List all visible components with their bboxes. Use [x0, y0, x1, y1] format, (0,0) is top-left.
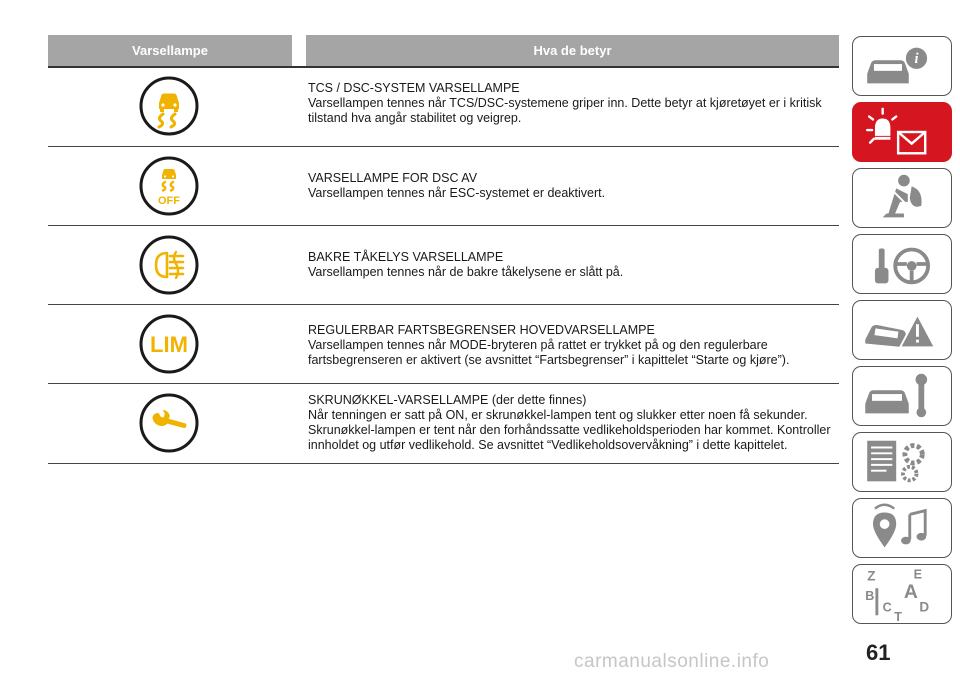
tcs-dsc-warning-icon [139, 76, 199, 136]
row-title: BAKRE TÅKELYS VARSELLAMPE [308, 250, 504, 264]
row-description: Varsellampen tennes når TCS/DSC-systemene griper inn. Dette betyr at kjøretøyet er i kritisk tilstand hva angår stabilitet og veigrep. [308, 96, 822, 125]
header-warning-light: Varsellampe [48, 35, 292, 66]
wrench-icon [139, 393, 199, 453]
row-description: Varsellampen tennes når de bakre tåkelysene er slått på. [308, 265, 624, 279]
tab-maintenance[interactable] [852, 366, 952, 426]
header-meaning: Hva de betyr [306, 35, 839, 66]
page-number: 61 [866, 640, 891, 665]
rear-fog-light-icon [139, 235, 199, 295]
tab-multimedia[interactable] [852, 498, 952, 558]
svg-text:E: E [913, 567, 922, 582]
row-description: Varsellampen tennes når MODE-bryteren på rattet er trykket på og den regulerbare fartsbegrenseren er aktivert (se avsnittet “Fartsbegrenser” i kapittelet “Starte og kjøre”). [308, 338, 790, 367]
svg-text:A: A [903, 581, 918, 603]
seat-airbag-icon [853, 169, 951, 227]
row-description: Varsellampen tennes når ESC-systemet er deaktivert. [308, 186, 606, 200]
chapter-tabs [852, 36, 954, 630]
table-row [48, 147, 839, 226]
svg-text:B: B [865, 588, 875, 603]
navigation-music-icon [853, 499, 951, 557]
table-row [48, 384, 839, 464]
table-row [48, 226, 839, 305]
speed-limiter-icon [139, 314, 199, 374]
svg-text:Z: Z [867, 568, 876, 584]
warning-light-message-icon [853, 103, 951, 161]
row-description: Når tenningen er satt på ON, er skrunøkkel-lampen tent og slukker etter noen få sekunder. Skrunøkkel-lampen er tent når den forhåndssatte vedlikeholdsperioden har kommet. Kontroller innholdet og utfør vedlikehold. Se avsnittet “Vedlikeholdsovervåkning” i dette kapittelet. [308, 408, 831, 452]
index-letters-icon [853, 565, 951, 623]
svg-text:D: D [919, 599, 930, 615]
lim-text: LIM [150, 332, 188, 357]
tab-car-info[interactable] [852, 36, 952, 96]
tab-safety[interactable] [852, 168, 952, 228]
tab-emergency[interactable] [852, 300, 952, 360]
row-title: VARSELLAMPE FOR DSC AV [308, 171, 478, 185]
tab-starting-driving[interactable] [852, 234, 952, 294]
svg-text:T: T [894, 610, 902, 623]
car-info-icon [853, 37, 951, 95]
off-text: OFF [158, 195, 180, 207]
svg-text:i: i [914, 51, 919, 68]
row-title: SKRUNØKKEL-VARSELLAMPE (der dette finnes) [308, 393, 587, 407]
document-gears-icon [853, 433, 951, 491]
table-header [48, 35, 839, 66]
tab-technical-data[interactable] [852, 432, 952, 492]
warning-lights-table [48, 35, 839, 464]
key-steering-wheel-icon [853, 235, 951, 293]
tab-warning-lights[interactable] [852, 102, 952, 162]
row-title: REGULERBAR FARTSBEGRENSER HOVEDVARSELLAMPE [308, 323, 655, 337]
row-title: TCS / DSC-SYSTEM VARSELLAMPE [308, 81, 520, 95]
table-row [48, 305, 839, 384]
car-wrench-icon [853, 367, 951, 425]
svg-text:C: C [882, 600, 892, 615]
tab-index[interactable] [852, 564, 952, 624]
car-accident-warning-icon [853, 301, 951, 359]
watermark: carmanualsonline.info [574, 651, 770, 672]
dsc-off-icon [139, 156, 199, 216]
table-row [48, 68, 839, 147]
